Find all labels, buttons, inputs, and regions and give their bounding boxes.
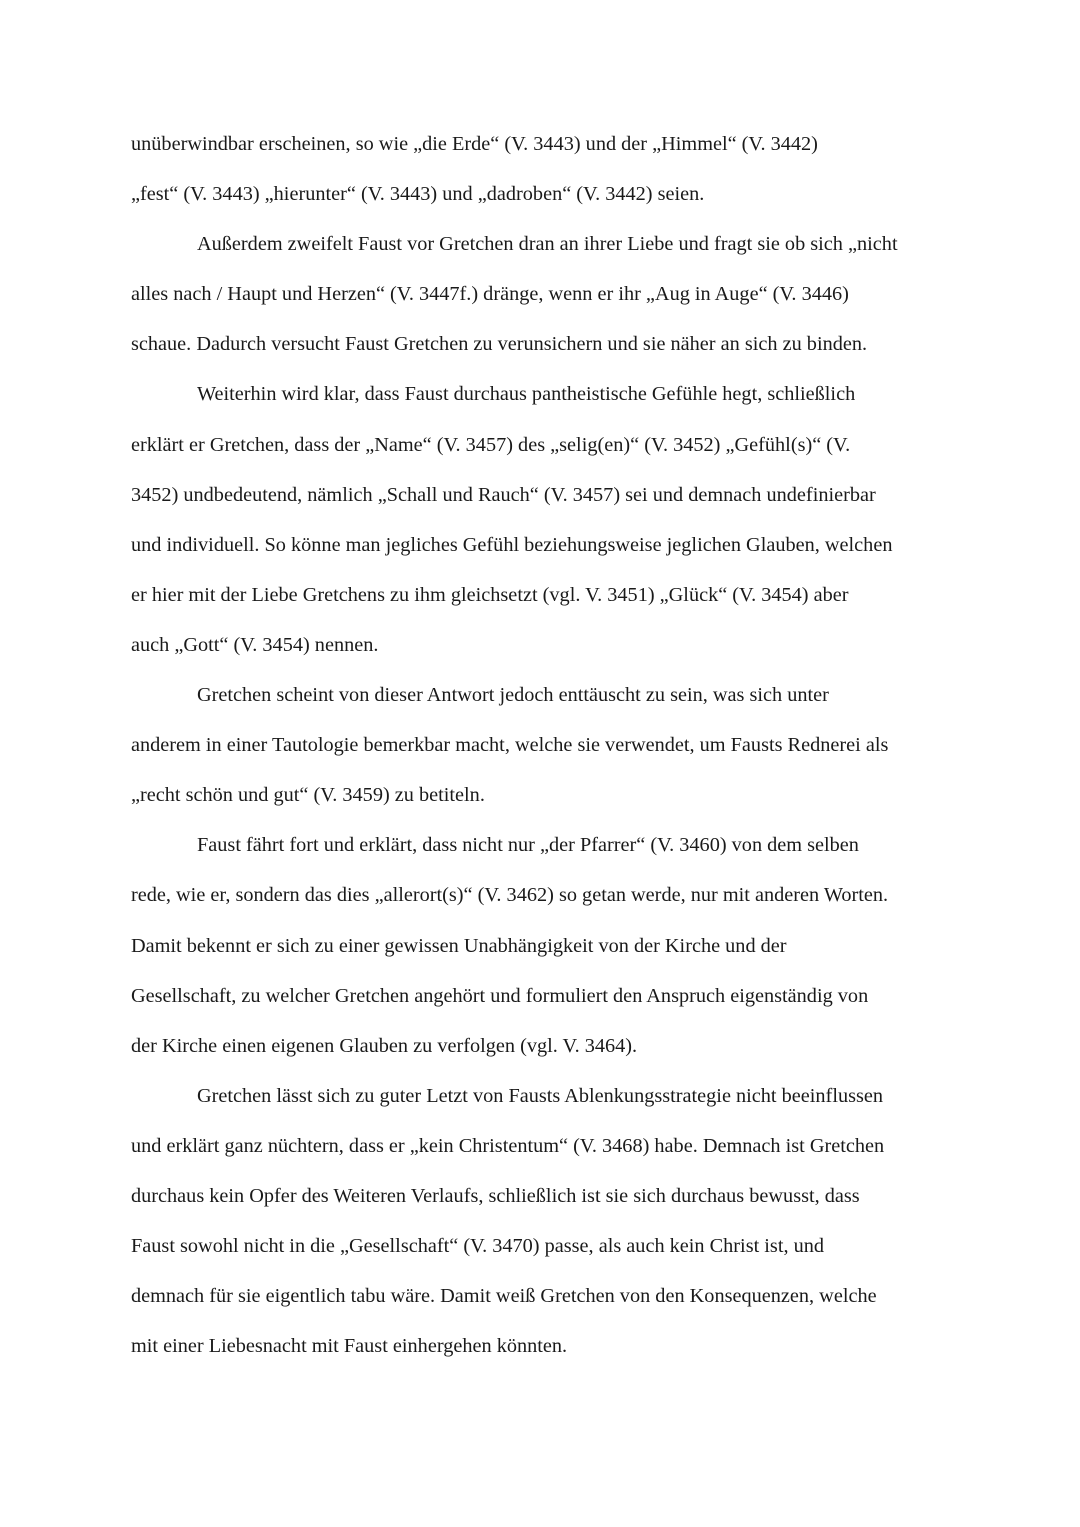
paragraph-first-line: Gretchen lässt sich zu guter Letzt von Fausts Ablenkungsstrategie nicht beeinflussen (197, 1084, 884, 1107)
text-line: „recht schön und gut“ (V. 3459) zu betiteln. (131, 784, 485, 807)
paragraph-first-line: Weiterhin wird klar, dass Faust durchaus pantheistische Gefühle hegt, schließlich (197, 383, 856, 406)
text-line: alles nach / Haupt und Herzen“ (V. 3447f.) dränge, wenn er ihr „Aug in Auge“ (V. 3446) (131, 283, 849, 306)
paragraph-first-line: Außerdem zweifelt Faust vor Gretchen dran an ihrer Liebe und fragt sie ob sich „nicht (197, 233, 898, 256)
text-line: mit einer Liebesnacht mit Faust einhergehen könnten. (131, 1335, 568, 1358)
text-line: demnach für sie eigentlich tabu wäre. Damit weiß Gretchen von den Konsequenzen, welche (131, 1285, 877, 1308)
text-line: Gesellschaft, zu welcher Gretchen angehört und formuliert den Anspruch eigenständig von (131, 984, 869, 1007)
text-line: und individuell. So könne man jegliches Gefühl beziehungsweise jeglichen Glauben, welchen (131, 533, 893, 556)
text-line: erklärt er Gretchen, dass der „Name“ (V. 3457) des „selig(en)“ (V. 3452) „Gefühl(s)“ (V. (131, 433, 851, 456)
text-line: und erklärt ganz nüchtern, dass er „kein Christentum“ (V. 3468) habe. Demnach ist Gretchen (131, 1134, 885, 1157)
text-line: 3452) undbedeutend, nämlich „Schall und Rauch“ (V. 3457) sei und demnach undefinierbar (131, 483, 876, 506)
paragraph-first-line: Faust fährt fort und erklärt, dass nicht nur „der Pfarrer“ (V. 3460) von dem selben (197, 834, 859, 857)
text-line: der Kirche einen eigenen Glauben zu verfolgen (vgl. V. 3464). (131, 1034, 638, 1057)
body-text (131, 127, 951, 1379)
text-line: anderem in einer Tautologie bemerkbar macht, welche sie verwendet, um Fausts Rednerei als (131, 734, 889, 757)
text-line: er hier mit der Liebe Gretchens zu ihm gleichsetzt (vgl. V. 3451) „Glück“ (V. 3454) aber (131, 583, 849, 606)
text-line: Damit bekennt er sich zu einer gewissen Unabhängigkeit von der Kirche und der (131, 934, 787, 957)
text-line: Faust sowohl nicht in die „Gesellschaft“ (V. 3470) passe, als auch kein Christ ist, und (131, 1235, 825, 1258)
text-line: rede, wie er, sondern das dies „allerort(s)“ (V. 3462) so getan werde, nur mit anderen Worten. (131, 884, 889, 907)
paragraph-first-line: Gretchen scheint von dieser Antwort jedoch enttäuscht zu sein, was sich unter (197, 684, 829, 707)
text-line: „fest“ (V. 3443) „hierunter“ (V. 3443) und „dadroben“ (V. 3442) seien. (131, 183, 705, 206)
text-line: durchaus kein Opfer des Weiteren Verlaufs, schließlich ist sie sich durchaus bewusst, dass (131, 1184, 860, 1207)
text-line: schaue. Dadurch versucht Faust Gretchen zu verunsichern und sie näher an sich zu binden. (131, 333, 868, 356)
text-line: unüberwindbar erscheinen, so wie „die Erde“ (V. 3443) und der „Himmel“ (V. 3442) (131, 133, 818, 155)
text-line: auch „Gott“ (V. 3454) nennen. (131, 633, 379, 656)
